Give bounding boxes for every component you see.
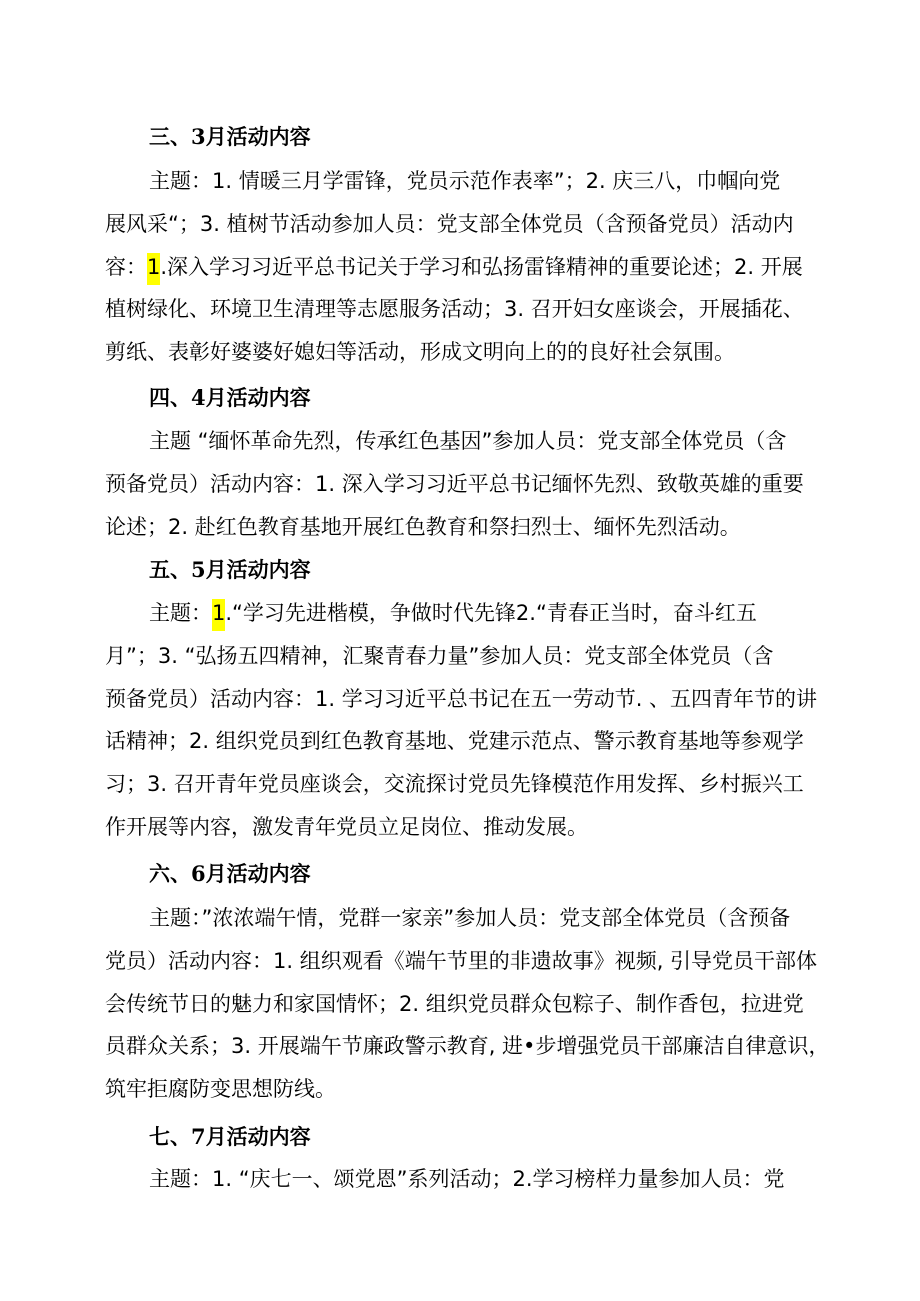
text-line: 主题：”浓浓端午情，党群一家亲”参加人员：党支部全体党员（含预备 xyxy=(149,906,791,930)
text-line: 党员）活动内容：1. 组织观看《端午节里的非遗故事》视频, 引导党员干部体 xyxy=(105,948,818,973)
section-heading-march: 三、3月活动内容 xyxy=(149,124,311,149)
text-line: 展风采“；3. 植树节活动参加人员：党支部全体党员（含预备党员）活动内 xyxy=(105,211,794,236)
text-line: 预备党员）活动内容：1. 学习习近平总书记在五一劳动节. 、五四青年节的讲 xyxy=(105,686,818,711)
text-segment: 主题： xyxy=(149,601,212,625)
text-line: 论述；2. 赴红色教育基地开展红色教育和祭扫烈士、缅怀先烈活动。 xyxy=(105,514,741,539)
text-line: 会传统节日的魅力和家国情怀；2. 组织党员群众包粽子、制作香包，拉进党 xyxy=(105,991,804,1016)
section-body-june xyxy=(105,897,830,1111)
text-line: 主题：1. 情暖三月学雷锋，党员示范作表率”；2. 庆三八，巾帼向党 xyxy=(149,169,781,193)
section-body-march xyxy=(105,160,825,374)
text-line: 剪纸、表彰好婆婆好媳妇等活动，形成文明向上的的良好社会氛围。 xyxy=(105,340,735,365)
section-body-may xyxy=(105,592,825,849)
section-heading-april: 四、4月活动内容 xyxy=(149,385,311,410)
highlighted-number: 1 xyxy=(212,599,225,631)
text-line: 习；3. 召开青年党员座谈会，交流探讨党员先锋模范作用发挥、乡村振兴工 xyxy=(105,772,804,797)
text-segment: 容： xyxy=(105,254,147,279)
section-body-july xyxy=(105,1158,825,1201)
highlighted-number: 1 xyxy=(147,253,160,285)
section-heading-june: 六、6月活动内容 xyxy=(149,861,311,886)
text-line: 预备党员）活动内容：1. 深入学习习近平总书记缅怀先烈、致敬英雄的重要 xyxy=(105,471,804,496)
text-segment: .“学习先进楷模，争做时代先锋2.“青春正当时，奋斗红五 xyxy=(225,601,757,625)
text-line xyxy=(105,592,825,635)
text-line: 植树绿化、环境卫生清理等志愿服务活动；3. 召开妇女座谈会，开展插花、 xyxy=(105,297,804,322)
text-line xyxy=(105,246,825,289)
text-line: 作开展等内容，激发青年党员立足岗位、推动发展。 xyxy=(105,814,588,839)
section-heading-july: 七、7月活动内容 xyxy=(149,1124,311,1149)
text-line: 主题：1. “庆七一、颂党恩”系列活动；2.学习榜样力量参加人员：党 xyxy=(149,1167,785,1191)
text-line: 话精神；2. 组织党员到红色教育基地、党建示范点、警示教育基地等参观学 xyxy=(105,729,804,754)
text-segment: .深入学习习近平总书记关于学习和弘扬雷锋精神的重要论述；2. 开展 xyxy=(160,254,803,279)
section-heading-may: 五、5月活动内容 xyxy=(149,557,311,582)
text-line: 筑牢拒腐防变思想防线。 xyxy=(105,1077,336,1102)
section-body-april xyxy=(105,420,825,548)
text-line: 主题 “缅怀革命先烈，传承红色基因”参加人员：党支部全体党员（含 xyxy=(149,429,787,453)
text-line: 月”；3. “弘扬五四精神，汇聚青春力量”参加人员：党支部全体党员（含 xyxy=(105,643,774,668)
text-line: 员群众关系；3. 开展端午节廉政警示教育, 进•步增强党员干部廉洁自律意识， xyxy=(105,1034,830,1059)
